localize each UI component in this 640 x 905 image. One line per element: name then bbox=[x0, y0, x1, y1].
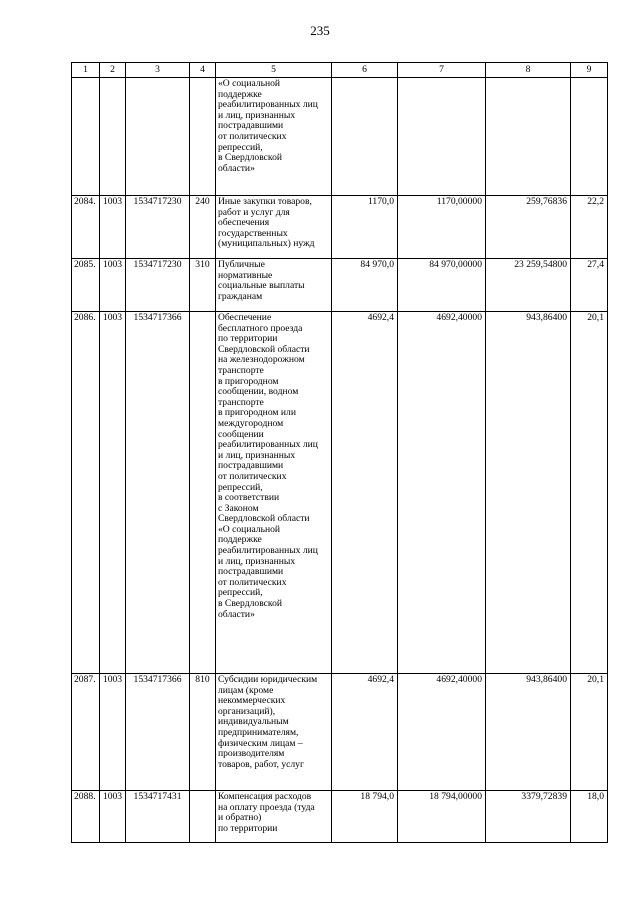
value-col7: 1170,00000 bbox=[398, 196, 486, 259]
page-number: 235 bbox=[310, 23, 330, 38]
column-header: 9 bbox=[571, 63, 608, 78]
section-code bbox=[100, 78, 126, 196]
item-name: Публичные нормативные социальные выплаты гражданам bbox=[216, 259, 332, 312]
value-col6: 84 970,0 bbox=[332, 259, 398, 312]
target-article: 1534717366 bbox=[126, 312, 190, 674]
column-header: 7 bbox=[398, 63, 486, 78]
table-row bbox=[72, 674, 608, 791]
table-body bbox=[72, 78, 608, 843]
column-header: 6 bbox=[332, 63, 398, 78]
column-header: 2 bbox=[100, 63, 126, 78]
row-number: 2087. bbox=[72, 674, 100, 791]
column-header: 4 bbox=[190, 63, 216, 78]
section-code: 1003 bbox=[100, 674, 126, 791]
item-name: Субсидии юридическим лицам (кроме некоммерческих организаций), индивидуальным предпринимателям, физическим лицам – производителям товаров, работ, услуг bbox=[216, 674, 332, 791]
value-col9 bbox=[571, 78, 608, 196]
value-col9: 27,4 bbox=[571, 259, 608, 312]
row-number: 2086. bbox=[72, 312, 100, 674]
column-header: 1 bbox=[72, 63, 100, 78]
target-article: 1534717230 bbox=[126, 196, 190, 259]
value-col8: 943,86400 bbox=[486, 674, 571, 791]
item-name: Обеспечение бесплатного проезда по территории Свердловской области на железнодорожном транспорте в пригородном сообщении, водном транспорте в пригородном или междугородном сообщении реабилитированных лиц и лиц, признанных пострадавшими от политических репрессий, в соответствии с Законом Свердловской области «О социальной поддержке реабилитированных лиц и лиц, признанных пострадавшими от политических репрессий, в Свердловской области» bbox=[216, 312, 332, 674]
value-col8: 23 259,54800 bbox=[486, 259, 571, 312]
value-col8: 3379,72839 bbox=[486, 791, 571, 843]
row-number: 2084. bbox=[72, 196, 100, 259]
budget-table bbox=[71, 62, 608, 843]
table-header bbox=[72, 63, 608, 78]
section-code: 1003 bbox=[100, 259, 126, 312]
section-code: 1003 bbox=[100, 791, 126, 843]
item-name: Иные закупки товаров, работ и услуг для обеспечения государственных (муниципальных) нужд bbox=[216, 196, 332, 259]
expense-type: 810 bbox=[190, 674, 216, 791]
table-row bbox=[72, 791, 608, 843]
item-name: Компенсация расходов на оплату проезда (туда и обратно) по территории bbox=[216, 791, 332, 843]
value-col7: 84 970,00000 bbox=[398, 259, 486, 312]
row-number: 2088. bbox=[72, 791, 100, 843]
header-row bbox=[72, 63, 608, 78]
expense-type: 240 bbox=[190, 196, 216, 259]
table-row bbox=[72, 196, 608, 259]
row-number: 2085. bbox=[72, 259, 100, 312]
value-col8 bbox=[486, 78, 571, 196]
column-header: 3 bbox=[126, 63, 190, 78]
value-col6: 4692,4 bbox=[332, 674, 398, 791]
value-col7: 18 794,00000 bbox=[398, 791, 486, 843]
column-header: 8 bbox=[486, 63, 571, 78]
table-row bbox=[72, 78, 608, 196]
value-col6: 18 794,0 bbox=[332, 791, 398, 843]
value-col6: 1170,0 bbox=[332, 196, 398, 259]
section-code: 1003 bbox=[100, 196, 126, 259]
value-col9: 20,1 bbox=[571, 674, 608, 791]
value-col7: 4692,40000 bbox=[398, 312, 486, 674]
value-col9: 18,0 bbox=[571, 791, 608, 843]
value-col9: 22,2 bbox=[571, 196, 608, 259]
value-col9: 20,1 bbox=[571, 312, 608, 674]
target-article: 1534717230 bbox=[126, 259, 190, 312]
expense-type bbox=[190, 78, 216, 196]
column-header: 5 bbox=[216, 63, 332, 78]
target-article: 1534717431 bbox=[126, 791, 190, 843]
table-row bbox=[72, 259, 608, 312]
value-col7 bbox=[398, 78, 486, 196]
target-article bbox=[126, 78, 190, 196]
value-col6 bbox=[332, 78, 398, 196]
section-code: 1003 bbox=[100, 312, 126, 674]
value-col7: 4692,40000 bbox=[398, 674, 486, 791]
value-col8: 943,86400 bbox=[486, 312, 571, 674]
value-col6: 4692,4 bbox=[332, 312, 398, 674]
expense-type bbox=[190, 791, 216, 843]
row-number bbox=[72, 78, 100, 196]
value-col8: 259,76836 bbox=[486, 196, 571, 259]
expense-type bbox=[190, 312, 216, 674]
target-article: 1534717366 bbox=[126, 674, 190, 791]
table-row bbox=[72, 312, 608, 674]
expense-type: 310 bbox=[190, 259, 216, 312]
item-name: «О социальной поддержке реабилитированных лиц и лиц, признанных пострадавшими от политических репрессий, в Свердловской области» bbox=[216, 78, 332, 196]
